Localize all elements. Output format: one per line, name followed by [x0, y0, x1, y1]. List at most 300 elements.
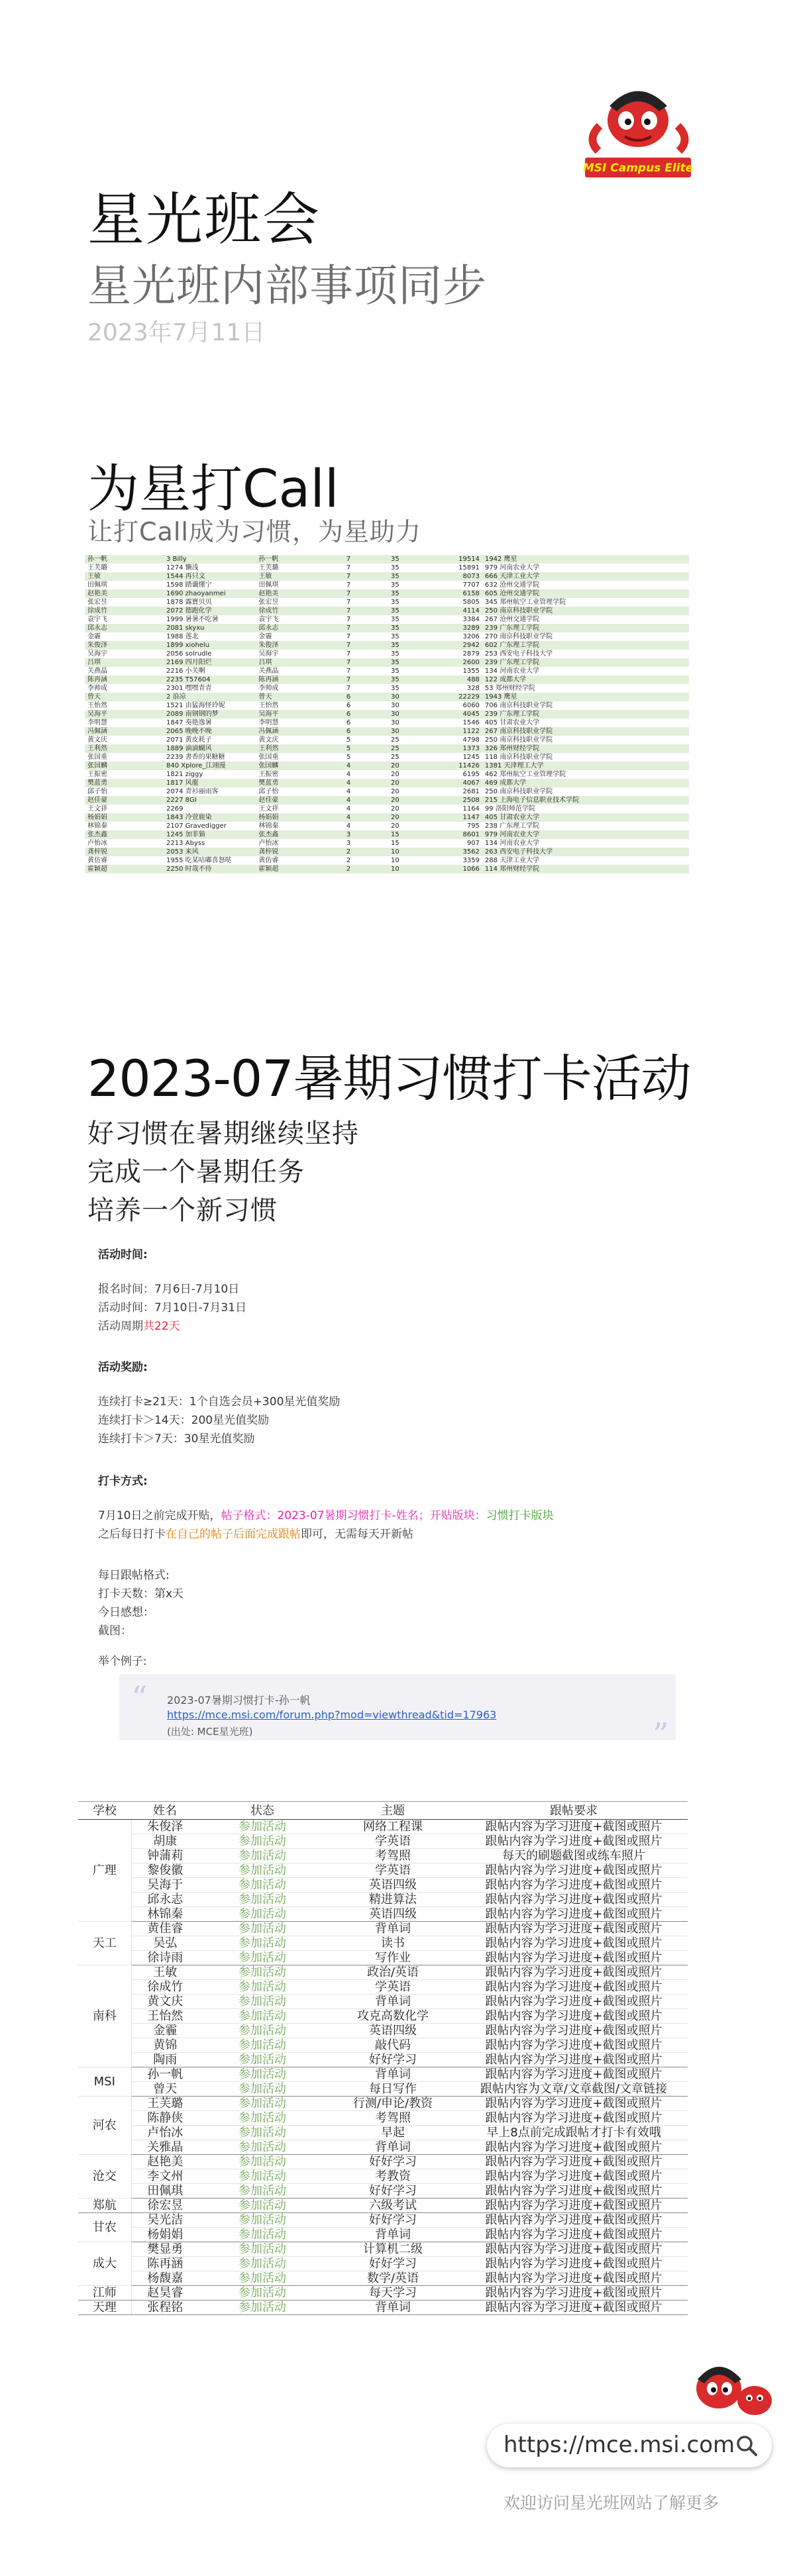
requirement-cell: 跟帖内容为学习进度+截图或照片 [460, 2169, 688, 2184]
stats-cell: 吴海宇 [256, 650, 344, 658]
topic-cell: 英语四级 [326, 1878, 460, 1893]
requirement-cell: 跟帖内容为文章/文章截图/文章链接 [460, 2082, 688, 2097]
stats-cell: 2239 書香的果糖糖 [164, 753, 256, 762]
requirement-cell: 跟帖内容为学习进度+截图或照片 [460, 2009, 688, 2024]
stats-cell: 徐成竹 [85, 607, 164, 615]
stats-cell: 1521 由猛海怪玲妮 [164, 701, 256, 710]
topic-cell: 六级考试 [326, 2199, 460, 2213]
school-cell: 南科 [78, 1965, 131, 2067]
stats-cell: 2942 [421, 641, 482, 650]
format-heading: 每日跟帖格式: [98, 1569, 170, 1582]
stats-cell: 孙一帆 [256, 555, 344, 564]
roster-row [78, 2111, 688, 2126]
stats-cell: 239 广东理工学院 [482, 658, 689, 667]
requirement-cell: 跟帖内容为学习进度+截图或照片 [460, 1936, 688, 1951]
topic-cell: 英语四级 [326, 2024, 460, 2038]
topic-cell: 学英语 [326, 1834, 460, 1849]
stats-cell: 1690 zhaoyanmei [164, 589, 256, 598]
stats-cell: 7 [344, 607, 388, 615]
stats-cell: 2235 T57604 [164, 675, 256, 684]
topic-cell: 读书 [326, 1936, 460, 1951]
stats-cell: 林锦秦 [85, 822, 164, 830]
stats-cell: 4045 [421, 710, 482, 718]
stats-cell: 5805 [421, 598, 482, 607]
roster-row [78, 1907, 688, 1922]
stats-cell: 黄文庆 [85, 736, 164, 744]
stats-row [85, 856, 689, 865]
stats-cell: 1999 暑暑不吃暑 [164, 615, 256, 624]
stats-cell: 田佩琪 [256, 581, 344, 589]
roster-row [78, 2038, 688, 2053]
stats-cell: 1122 [421, 727, 482, 736]
requirement-cell: 跟帖内容为学习进度+截图或照片 [460, 2213, 688, 2228]
roster-row [78, 2301, 688, 2315]
name-cell: 王芙璐 [131, 2097, 199, 2111]
stats-cell: 2600 [421, 658, 482, 667]
stats-cell: 1889 滴滴蝴风 [164, 744, 256, 753]
stats-cell: 462 郑州航空工业管理学院 [482, 770, 689, 779]
stats-cell: 238 广东理工学院 [482, 822, 689, 830]
topic-cell: 考驾照 [326, 1849, 460, 1863]
stats-cell: 李明慧 [85, 718, 164, 727]
method-1a: 7月10日之前完成开贴， [98, 1509, 221, 1522]
stats-cell: 王振密 [85, 770, 164, 779]
stats-cell: 曾天 [85, 693, 164, 701]
stats-cell: 冯佩涵 [85, 727, 164, 736]
method-heading: 打卡方式: [98, 1475, 148, 1488]
stats-cell: 35 [388, 675, 421, 684]
stats-cell: 霍颖超 [85, 865, 164, 873]
stats-cell: 王振密 [256, 770, 344, 779]
stats-cell: 979 河南农业大学 [482, 564, 689, 572]
stats-cell: 7 [344, 581, 388, 589]
stats-cell: 3289 [421, 624, 482, 632]
stats-cell: 5 [344, 744, 388, 753]
stats-cell: 黄文庆 [256, 736, 344, 744]
stats-cell: 35 [388, 632, 421, 641]
stats-row [85, 744, 689, 753]
stats-cell: 1821 ziggy [164, 770, 256, 779]
status-cell: 参加活动 [199, 1980, 326, 1995]
stats-cell: 1899 xiohelu [164, 641, 256, 650]
stats-cell: 邱永志 [85, 624, 164, 632]
search-icon[interactable] [735, 2434, 758, 2457]
status-cell: 参加活动 [199, 2286, 326, 2301]
requirement-cell: 早上8点前完成跟帖才打卡有效哦 [460, 2126, 688, 2140]
stats-row [85, 805, 689, 813]
stats-cell: 王利然 [256, 744, 344, 753]
stats-cell: 666 天津工业大学 [482, 572, 689, 581]
call-stats-table [85, 555, 689, 873]
msi-campus-elite-logo [573, 79, 702, 185]
stats-cell: 7 [344, 667, 388, 675]
stats-cell: 关燕晶 [256, 667, 344, 675]
stats-cell: 706 南京科技职业学院 [482, 701, 689, 710]
name-cell: 赵艳美 [131, 2155, 199, 2169]
stats-row [85, 710, 689, 718]
requirement-cell: 跟帖内容为学习进度+截图或照片 [460, 1893, 688, 1907]
stats-cell: 赵艳美 [256, 589, 344, 598]
stats-cell: 7 [344, 684, 388, 693]
reward-3: 连续打卡＞7天：30星光值奖励 [98, 1432, 255, 1446]
col-name: 姓名 [131, 1802, 199, 1820]
stats-cell: 7 [344, 589, 388, 598]
stats-cell: 7 [344, 564, 388, 572]
stats-cell: 李帅成 [256, 684, 344, 693]
stats-cell: 黄仿睿 [85, 856, 164, 865]
method-line-1 [98, 1506, 554, 1522]
stats-cell: 326 郑州财经学院 [482, 744, 689, 753]
section-call-subtitle: 让打Call成为习惯，为星助力 [87, 517, 421, 546]
stats-cell: 龚梓锐 [85, 848, 164, 856]
requirement-cell: 每天的刷题截图或练车照片 [460, 1849, 688, 1863]
stats-cell: 吴海平 [85, 710, 164, 718]
habit-line-3: 培养一个新习惯 [87, 1195, 278, 1226]
stats-cell: 1843 冷萱鹿染 [164, 813, 256, 822]
stats-cell: 35 [388, 607, 421, 615]
stats-cell: 1066 [421, 865, 482, 873]
stats-row [85, 822, 689, 830]
name-cell: 张程铭 [131, 2301, 199, 2315]
cycle-value: 共22天 [143, 1320, 180, 1333]
name-cell: 黎俊徽 [131, 1863, 199, 1878]
stats-cell: 979 河南农业大学 [482, 830, 689, 839]
stats-cell: 250 南京科技职业学院 [482, 607, 689, 615]
stats-cell: 4 [344, 762, 388, 770]
stats-cell: 15 [388, 830, 421, 839]
stats-cell: 3 [344, 839, 388, 848]
stats-cell: 1878 露寶贝贝 [164, 598, 256, 607]
stats-cell: 6 [344, 727, 388, 736]
stats-cell: 吕琪 [85, 658, 164, 667]
requirement-cell: 跟帖内容为学习进度+截图或照片 [460, 2053, 688, 2067]
stats-cell: 吴海宇 [85, 650, 164, 658]
stats-cell: 5 [344, 736, 388, 744]
stats-cell: 2 浪凉 [164, 693, 256, 701]
stats-row [85, 830, 689, 839]
status-cell: 参加活动 [199, 2199, 326, 2213]
method-1c: 开贴版块： [429, 1509, 486, 1522]
requirement-cell: 跟帖内容为学习进度+截图或照片 [460, 2257, 688, 2271]
stats-cell: 王芙璐 [85, 564, 164, 572]
stats-cell: 王文祥 [85, 805, 164, 813]
stats-cell: 99 洛阳师范学院 [482, 805, 689, 813]
stats-cell: 张杰鑫 [256, 830, 344, 839]
roster-row [78, 2199, 688, 2213]
stats-cell: 2 [344, 848, 388, 856]
stats-cell: 赵佳豪 [256, 796, 344, 805]
school-cell: 甘农 [78, 2213, 131, 2242]
stats-cell: 35 [388, 667, 421, 675]
stats-cell: 徐成竹 [256, 607, 344, 615]
stats-cell: 20 [388, 805, 421, 813]
quote-open-icon: “ [131, 1679, 148, 1716]
stats-cell: 267 南京科技职业学院 [482, 727, 689, 736]
stats-cell: 6 [344, 710, 388, 718]
status-cell: 参加活动 [199, 1849, 326, 1863]
col-topic: 主题 [326, 1802, 460, 1820]
stats-cell: 2053 来风 [164, 848, 256, 856]
stats-row [85, 572, 689, 581]
roster-row [78, 2184, 688, 2199]
topic-cell: 攻克高数化学 [326, 2009, 460, 2024]
stats-cell: 35 [388, 555, 421, 564]
topic-cell: 每天学习 [326, 2286, 460, 2301]
topic-cell: 背单词 [326, 2067, 460, 2082]
status-cell: 参加活动 [199, 2169, 326, 2184]
topic-cell: 行测/申论/教资 [326, 2097, 460, 2111]
stats-cell: 4 [344, 787, 388, 796]
requirement-cell: 跟帖内容为学习进度+截图或照片 [460, 1907, 688, 1922]
topic-cell: 背单词 [326, 2301, 460, 2315]
stats-cell: 19514 [421, 555, 482, 564]
roster-row [78, 1893, 688, 1907]
status-cell: 参加活动 [199, 1922, 326, 1936]
stats-cell: 4798 [421, 736, 482, 744]
stats-cell: 张国重 [256, 753, 344, 762]
status-cell: 参加活动 [199, 2082, 326, 2097]
stats-cell: 李明慧 [256, 718, 344, 727]
stats-cell: 霍颖超 [256, 865, 344, 873]
stats-cell: 4 [344, 805, 388, 813]
roster-table [78, 1801, 688, 2315]
stats-cell: 赵佳豪 [85, 796, 164, 805]
stats-cell: 53 郑州财经学院 [482, 684, 689, 693]
roster-row [78, 1922, 688, 1936]
name-cell: 吴弘 [131, 1936, 199, 1951]
stats-cell: 7 [344, 650, 388, 658]
status-cell: 参加活动 [199, 1820, 326, 1834]
stats-cell: 122 成都大学 [482, 675, 689, 684]
stats-cell: 35 [388, 615, 421, 624]
col-status: 状态 [199, 1802, 326, 1820]
topic-cell: 网络工程课 [326, 1820, 460, 1834]
status-cell: 参加活动 [199, 2067, 326, 2082]
stats-cell: 20 [388, 762, 421, 770]
stats-cell: 35 [388, 641, 421, 650]
topic-cell: 数学/英语 [326, 2271, 460, 2286]
stats-row [85, 753, 689, 762]
roster-row [78, 1951, 688, 1965]
stats-cell: 6158 [421, 589, 482, 598]
status-cell: 参加活动 [199, 2228, 326, 2242]
stats-cell: 2074 青衫丽雨客 [164, 787, 256, 796]
stats-cell: 7 [344, 555, 388, 564]
school-cell: 河农 [78, 2097, 131, 2155]
stats-cell: 张宏昱 [85, 598, 164, 607]
format-1: 打卡天数：第x天 [98, 1587, 184, 1601]
stats-cell: 114 郑州财经学院 [482, 865, 689, 873]
stats-cell: 2 [344, 865, 388, 873]
stats-cell: 2508 [421, 796, 482, 805]
method-2b: 在自己的帖子后面完成跟帖 [166, 1528, 301, 1541]
stats-cell: 10 [388, 856, 421, 865]
active-time: 活动时间：7月10日-7月31日 [98, 1301, 247, 1314]
stats-row [85, 564, 689, 572]
name-cell: 王怡然 [131, 2009, 199, 2024]
stats-cell: 7 [344, 624, 388, 632]
topic-cell: 写作业 [326, 1951, 460, 1965]
stats-cell: 4114 [421, 607, 482, 615]
stats-row [85, 865, 689, 873]
stats-cell: 35 [388, 598, 421, 607]
name-cell: 黄佳睿 [131, 1922, 199, 1936]
stats-cell: 林锦秦 [256, 822, 344, 830]
topic-cell: 每日写作 [326, 2082, 460, 2097]
stats-cell: 7 [344, 632, 388, 641]
stats-cell: 215 上海电子信息职业技术学院 [482, 796, 689, 805]
section-call-title: 为星打Call [87, 460, 339, 519]
stats-cell: 632 沧州交通学院 [482, 581, 689, 589]
stats-cell: 7 [344, 675, 388, 684]
stats-cell: 3359 [421, 856, 482, 865]
stats-cell: 25 [388, 753, 421, 762]
stats-cell: 134 河南农业大学 [482, 667, 689, 675]
page-title: 星光班会 [87, 187, 321, 253]
topic-cell: 好好学习 [326, 2184, 460, 2199]
footer-tagline: 欢迎访问星光班网站了解更多 [504, 2493, 719, 2512]
stats-cell: 吕琪 [256, 658, 344, 667]
requirement-cell: 跟帖内容为学习进度+截图或照片 [460, 2155, 688, 2169]
name-cell: 王敏 [131, 1965, 199, 1980]
roster-row [78, 2024, 688, 2038]
name-cell: 李文州 [131, 2169, 199, 2184]
stats-cell: 3 [344, 830, 388, 839]
topic-cell: 背单词 [326, 2228, 460, 2242]
stats-cell: 6195 [421, 770, 482, 779]
stats-cell: 王怡然 [256, 701, 344, 710]
stats-row [85, 848, 689, 856]
requirement-cell: 跟帖内容为学习进度+截图或照片 [460, 2111, 688, 2126]
stats-cell: 王敏 [256, 572, 344, 581]
stats-cell: 邱永志 [256, 624, 344, 632]
stats-cell: 5 [344, 753, 388, 762]
name-cell: 金霾 [131, 2024, 199, 2038]
stats-cell: 35 [388, 624, 421, 632]
stats-cell: 杨娟娟 [85, 813, 164, 822]
quote-link[interactable]: https://mce.msi.com/forum.php?mod=viewthread&tid=17963 [167, 1709, 497, 1721]
col-school: 学校 [78, 1802, 131, 1820]
school-cell: 天工 [78, 1922, 131, 1965]
status-cell: 参加活动 [199, 1965, 326, 1980]
stats-cell: 3384 [421, 615, 482, 624]
name-cell: 田佩琪 [131, 2184, 199, 2199]
mascot-icon [686, 2354, 778, 2427]
requirement-cell: 跟帖内容为学习进度+截图或照片 [460, 2286, 688, 2301]
stats-cell: 35 [388, 684, 421, 693]
status-cell: 参加活动 [199, 2155, 326, 2169]
status-cell: 参加活动 [199, 2038, 326, 2053]
stats-cell: 黄仿睿 [256, 856, 344, 865]
stats-row [85, 718, 689, 727]
topic-cell: 考教资 [326, 2169, 460, 2184]
stats-cell: 朱俊泽 [256, 641, 344, 650]
stats-cell: 2169 四月阳烂 [164, 658, 256, 667]
name-cell: 陈再涵 [131, 2257, 199, 2271]
stats-cell: 张宏昱 [256, 598, 344, 607]
stats-cell: 35 [388, 589, 421, 598]
stats-cell: 250 南京科技职业学院 [482, 787, 689, 796]
topic-cell: 好好学习 [326, 2257, 460, 2271]
topic-cell: 政治/英语 [326, 1965, 460, 1980]
stats-cell: 关燕晶 [85, 667, 164, 675]
school-cell: 沧交 [78, 2155, 131, 2199]
stats-cell: 张国重 [85, 753, 164, 762]
stats-row [85, 701, 689, 710]
status-cell: 参加活动 [199, 2053, 326, 2067]
stats-row [85, 555, 689, 564]
stats-cell: 3562 [421, 848, 482, 856]
requirement-cell: 跟帖内容为学习进度+截图或照片 [460, 1965, 688, 1980]
stats-cell: 405 甘肃农业大学 [482, 813, 689, 822]
stats-cell: 曾天 [256, 693, 344, 701]
school-cell: 天理 [78, 2301, 131, 2315]
roster-row [78, 1863, 688, 1878]
stats-row [85, 589, 689, 598]
stats-cell: 6 [344, 693, 388, 701]
roster-row [78, 2126, 688, 2140]
roster-row [78, 2097, 688, 2111]
roster-row [78, 2009, 688, 2024]
status-cell: 参加活动 [199, 2271, 326, 2286]
stats-cell: 20 [388, 779, 421, 787]
stats-cell: 8073 [421, 572, 482, 581]
status-cell: 参加活动 [199, 2009, 326, 2024]
stats-cell: 605 沧州交通学院 [482, 589, 689, 598]
roster-row [78, 1834, 688, 1849]
stats-cell: 2216 小关啊 [164, 667, 256, 675]
stats-cell: 4 [344, 770, 388, 779]
stats-cell: 2213 Abyss [164, 839, 256, 848]
requirement-cell: 跟帖内容为学习进度+截图或照片 [460, 2199, 688, 2213]
status-cell: 参加活动 [199, 1878, 326, 1893]
site-url[interactable]: https://mce.msi.com [504, 2432, 735, 2458]
stats-cell: 孙一帆 [85, 555, 164, 564]
stats-cell: 15891 [421, 564, 482, 572]
stats-row [85, 839, 689, 848]
stats-cell: 270 南京科技职业学院 [482, 632, 689, 641]
stats-row [85, 598, 689, 607]
stats-row [85, 581, 689, 589]
school-cell: 郑航 [78, 2199, 131, 2213]
stats-cell: 134 河南农业大学 [482, 839, 689, 848]
stats-row [85, 607, 689, 615]
time-heading: 活动时间: [98, 1248, 148, 1262]
stats-row [85, 762, 689, 770]
stats-cell: 冯佩涵 [256, 727, 344, 736]
stats-cell: 6060 [421, 701, 482, 710]
stats-cell: 1942 鹰星 [482, 555, 689, 564]
roster-row [78, 2067, 688, 2082]
stats-cell: 345 郑州航空工业管理学院 [482, 598, 689, 607]
stats-cell: 4 [344, 822, 388, 830]
stats-cell: 118 南京科技职业学院 [482, 753, 689, 762]
status-cell: 参加活动 [199, 2213, 326, 2228]
topic-cell: 精进算法 [326, 1893, 460, 1907]
stats-cell: 7 [344, 572, 388, 581]
requirement-cell: 跟帖内容为学习进度+截图或照片 [460, 1995, 688, 2009]
stats-cell: 1245 [421, 753, 482, 762]
name-cell: 杨馥嘉 [131, 2271, 199, 2286]
stats-cell: 840 Xplore_江翊漫 [164, 762, 256, 770]
stats-cell: 1598 踏谶懂宁 [164, 581, 256, 589]
stats-cell: 1164 [421, 805, 482, 813]
stats-cell: 7 [344, 615, 388, 624]
stats-cell: 1373 [421, 744, 482, 753]
topic-cell: 好好学习 [326, 2213, 460, 2228]
stats-cell: 1955 吃某咕嘟喜怒哒 [164, 856, 256, 865]
stats-cell: 4 [344, 796, 388, 805]
